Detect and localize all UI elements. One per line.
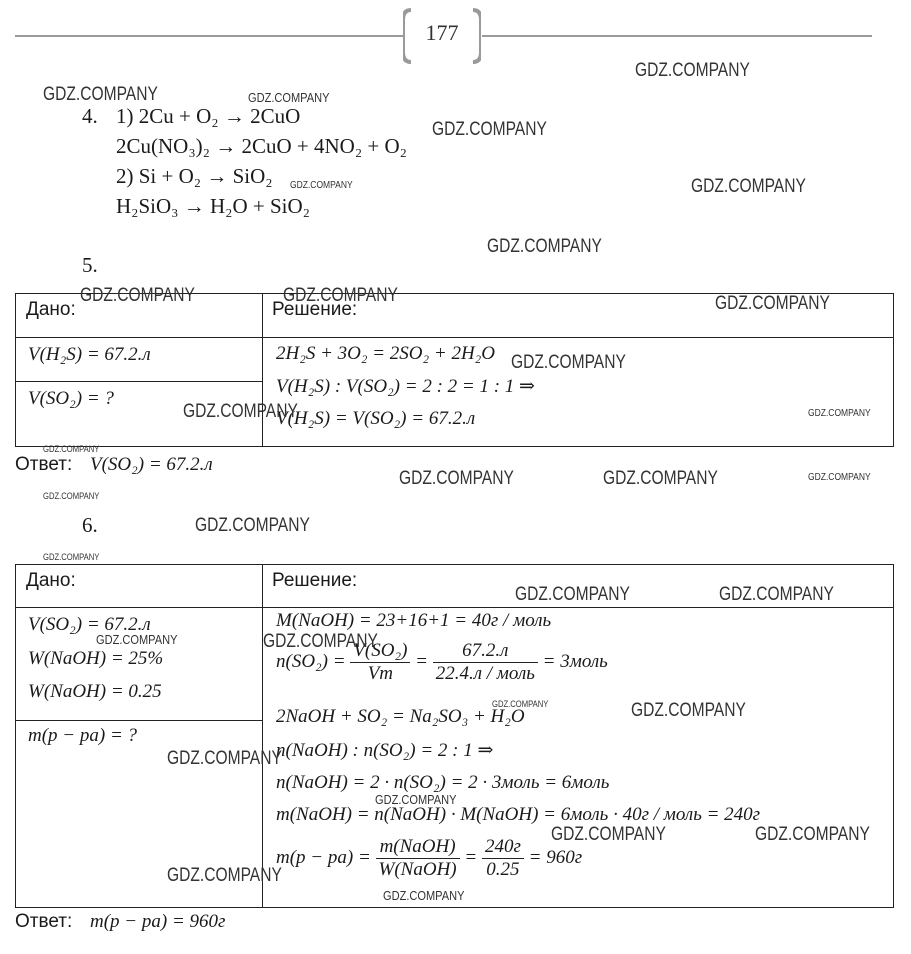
p6-sol2-denominator-2: 22.4.л / моль [435, 663, 535, 684]
p5-header-rule [15, 337, 894, 338]
watermark: GDZ.COMPANY [263, 631, 378, 652]
watermark: GDZ.COMPANY [691, 176, 806, 197]
p6-sol7-denominator-2: 0.25 [486, 859, 520, 880]
watermark: GDZ.COMPANY [399, 468, 514, 489]
watermark: GDZ.COMPANY [43, 444, 100, 454]
p5-solution-2: V(H₂S) : V(SO₂) = 2 : 2 = 1 : 1 ⇒ [276, 376, 535, 397]
watermark: GDZ.COMPANY [808, 408, 871, 419]
page-number: 177 [425, 20, 459, 45]
p6-sol7-equals: = [464, 846, 478, 868]
watermark: GDZ.COMPANY [195, 515, 310, 536]
p6-solution-1: M(NaOH) = 23+16+1 = 40г / моль [276, 610, 552, 631]
p6-sol7-numerator-2: 240г [482, 836, 524, 859]
p6-sol7-fraction-1 [376, 836, 460, 881]
p5-answer: V(SO₂) = 67.2.л [90, 454, 213, 475]
header-rule-left [15, 35, 403, 37]
watermark: GDZ.COMPANY [167, 865, 282, 886]
p6-sol7-fraction-2 [482, 836, 524, 881]
watermark: GDZ.COMPANY [248, 90, 330, 105]
p6-solution-7 [276, 836, 582, 881]
p4-equation-3: 2) Si + O₂ → SiO₂ [116, 164, 273, 188]
p6-given-header: Дано: [26, 570, 76, 591]
watermark: GDZ.COMPANY [167, 748, 282, 769]
watermark: GDZ.COMPANY [715, 293, 830, 314]
watermark: GDZ.COMPANY [432, 119, 547, 140]
p5-solution-3: V(H₂S) = V(SO₂) = 67.2.л [276, 408, 476, 429]
watermark: GDZ.COMPANY [631, 700, 746, 721]
p6-given-2: W(NaOH) = 25% [28, 648, 164, 669]
watermark: GDZ.COMPANY [635, 60, 750, 81]
watermark: GDZ.COMPANY [375, 792, 457, 807]
watermark: GDZ.COMPANY [719, 584, 834, 605]
p6-solution-header: Решение: [272, 570, 358, 591]
watermark: GDZ.COMPANY [515, 584, 630, 605]
p6-sol7-right: = 960г [528, 846, 583, 868]
p6-solution-3: 2NaOH + SO₂ = Na₂SO₃ + H₂O [276, 706, 525, 727]
p5-given-header: Дано: [26, 299, 76, 320]
watermark: GDZ.COMPANY [43, 552, 100, 562]
p6-given-rule [15, 720, 262, 721]
p6-given-3: W(NaOH) = 0.25 [28, 681, 162, 702]
header-rule-right [482, 35, 872, 37]
problem-6-number: 6. [82, 513, 98, 537]
p6-sol2-numerator-2: 67.2.л [433, 640, 538, 663]
p5-table-divider [262, 293, 263, 447]
p6-sol2-denominator-1: Vm [367, 663, 394, 684]
p6-sol7-left: m(p − pa) = [276, 846, 371, 868]
p6-sol2-numerator-1: V(SO₂) [350, 640, 410, 663]
watermark: GDZ.COMPANY [290, 180, 353, 191]
watermark: GDZ.COMPANY [80, 285, 195, 306]
p6-solution-4: n(NaOH) : n(SO₂) = 2 : 1 ⇒ [276, 740, 494, 761]
watermark: GDZ.COMPANY [487, 236, 602, 257]
p6-sol7-numerator-1: m(NaOH) [376, 836, 460, 859]
p6-table-divider [262, 564, 263, 908]
watermark: GDZ.COMPANY [96, 632, 178, 647]
page-number-badge [403, 8, 481, 60]
p6-solution-5: n(NaOH) = 2 · n(SO₂) = 2 · 3моль = 6моль [276, 772, 610, 793]
p4-equation-1: 1) 2Cu + O₂ → 2CuO [116, 104, 301, 128]
p5-given-1: V(H₂S) = 67.2.л [28, 344, 151, 365]
p4-equation-4: H₂SiO₃ → H₂O + SiO₂ [116, 194, 310, 218]
p4-equation-2: 2Cu(NO₃)₂ → 2CuO + 4NO₂ + O₂ [116, 134, 407, 158]
watermark: GDZ.COMPANY [511, 352, 626, 373]
p5-solution-header: Решение: [272, 299, 358, 320]
p6-solution-6: m(NaOH) = n(NaOH) · M(NaOH) = 6моль · 40г / моль = 240г [276, 804, 761, 825]
p6-sol2-right: = 3моль [542, 650, 608, 672]
p6-header-rule [15, 607, 894, 608]
p5-given-rule [15, 381, 262, 382]
p6-sol2-fraction-2 [433, 640, 538, 685]
p6-given-1: V(SO₂) = 67.2.л [28, 614, 151, 635]
p6-find: m(p − pa) = ? [28, 725, 138, 746]
watermark: GDZ.COMPANY [43, 491, 100, 501]
problem-4-number: 4. [82, 104, 98, 128]
p5-answer-label: Ответ: [15, 454, 73, 475]
watermark: GDZ.COMPANY [383, 888, 465, 903]
watermark: GDZ.COMPANY [808, 472, 871, 483]
watermark: GDZ.COMPANY [183, 401, 298, 422]
p6-sol2-equals: = [415, 650, 428, 672]
watermark: GDZ.COMPANY [755, 824, 870, 845]
watermark: GDZ.COMPANY [551, 824, 666, 845]
p5-find: V(SO₂) = ? [28, 388, 114, 409]
watermark: GDZ.COMPANY [492, 699, 549, 709]
p6-sol2-left: n(SO₂) = [276, 650, 346, 672]
p5-solution-1: 2H₂S + 3O₂ = 2SO₂ + 2H₂O [276, 343, 495, 364]
problem-5-number: 5. [82, 253, 98, 277]
watermark: GDZ.COMPANY [43, 84, 158, 105]
watermark: GDZ.COMPANY [283, 285, 398, 306]
p6-answer: m(p − pa) = 960г [90, 911, 226, 932]
watermark: GDZ.COMPANY [603, 468, 718, 489]
p6-sol7-denominator-1: W(NaOH) [378, 859, 457, 880]
p6-answer-label: Ответ: [15, 911, 73, 932]
